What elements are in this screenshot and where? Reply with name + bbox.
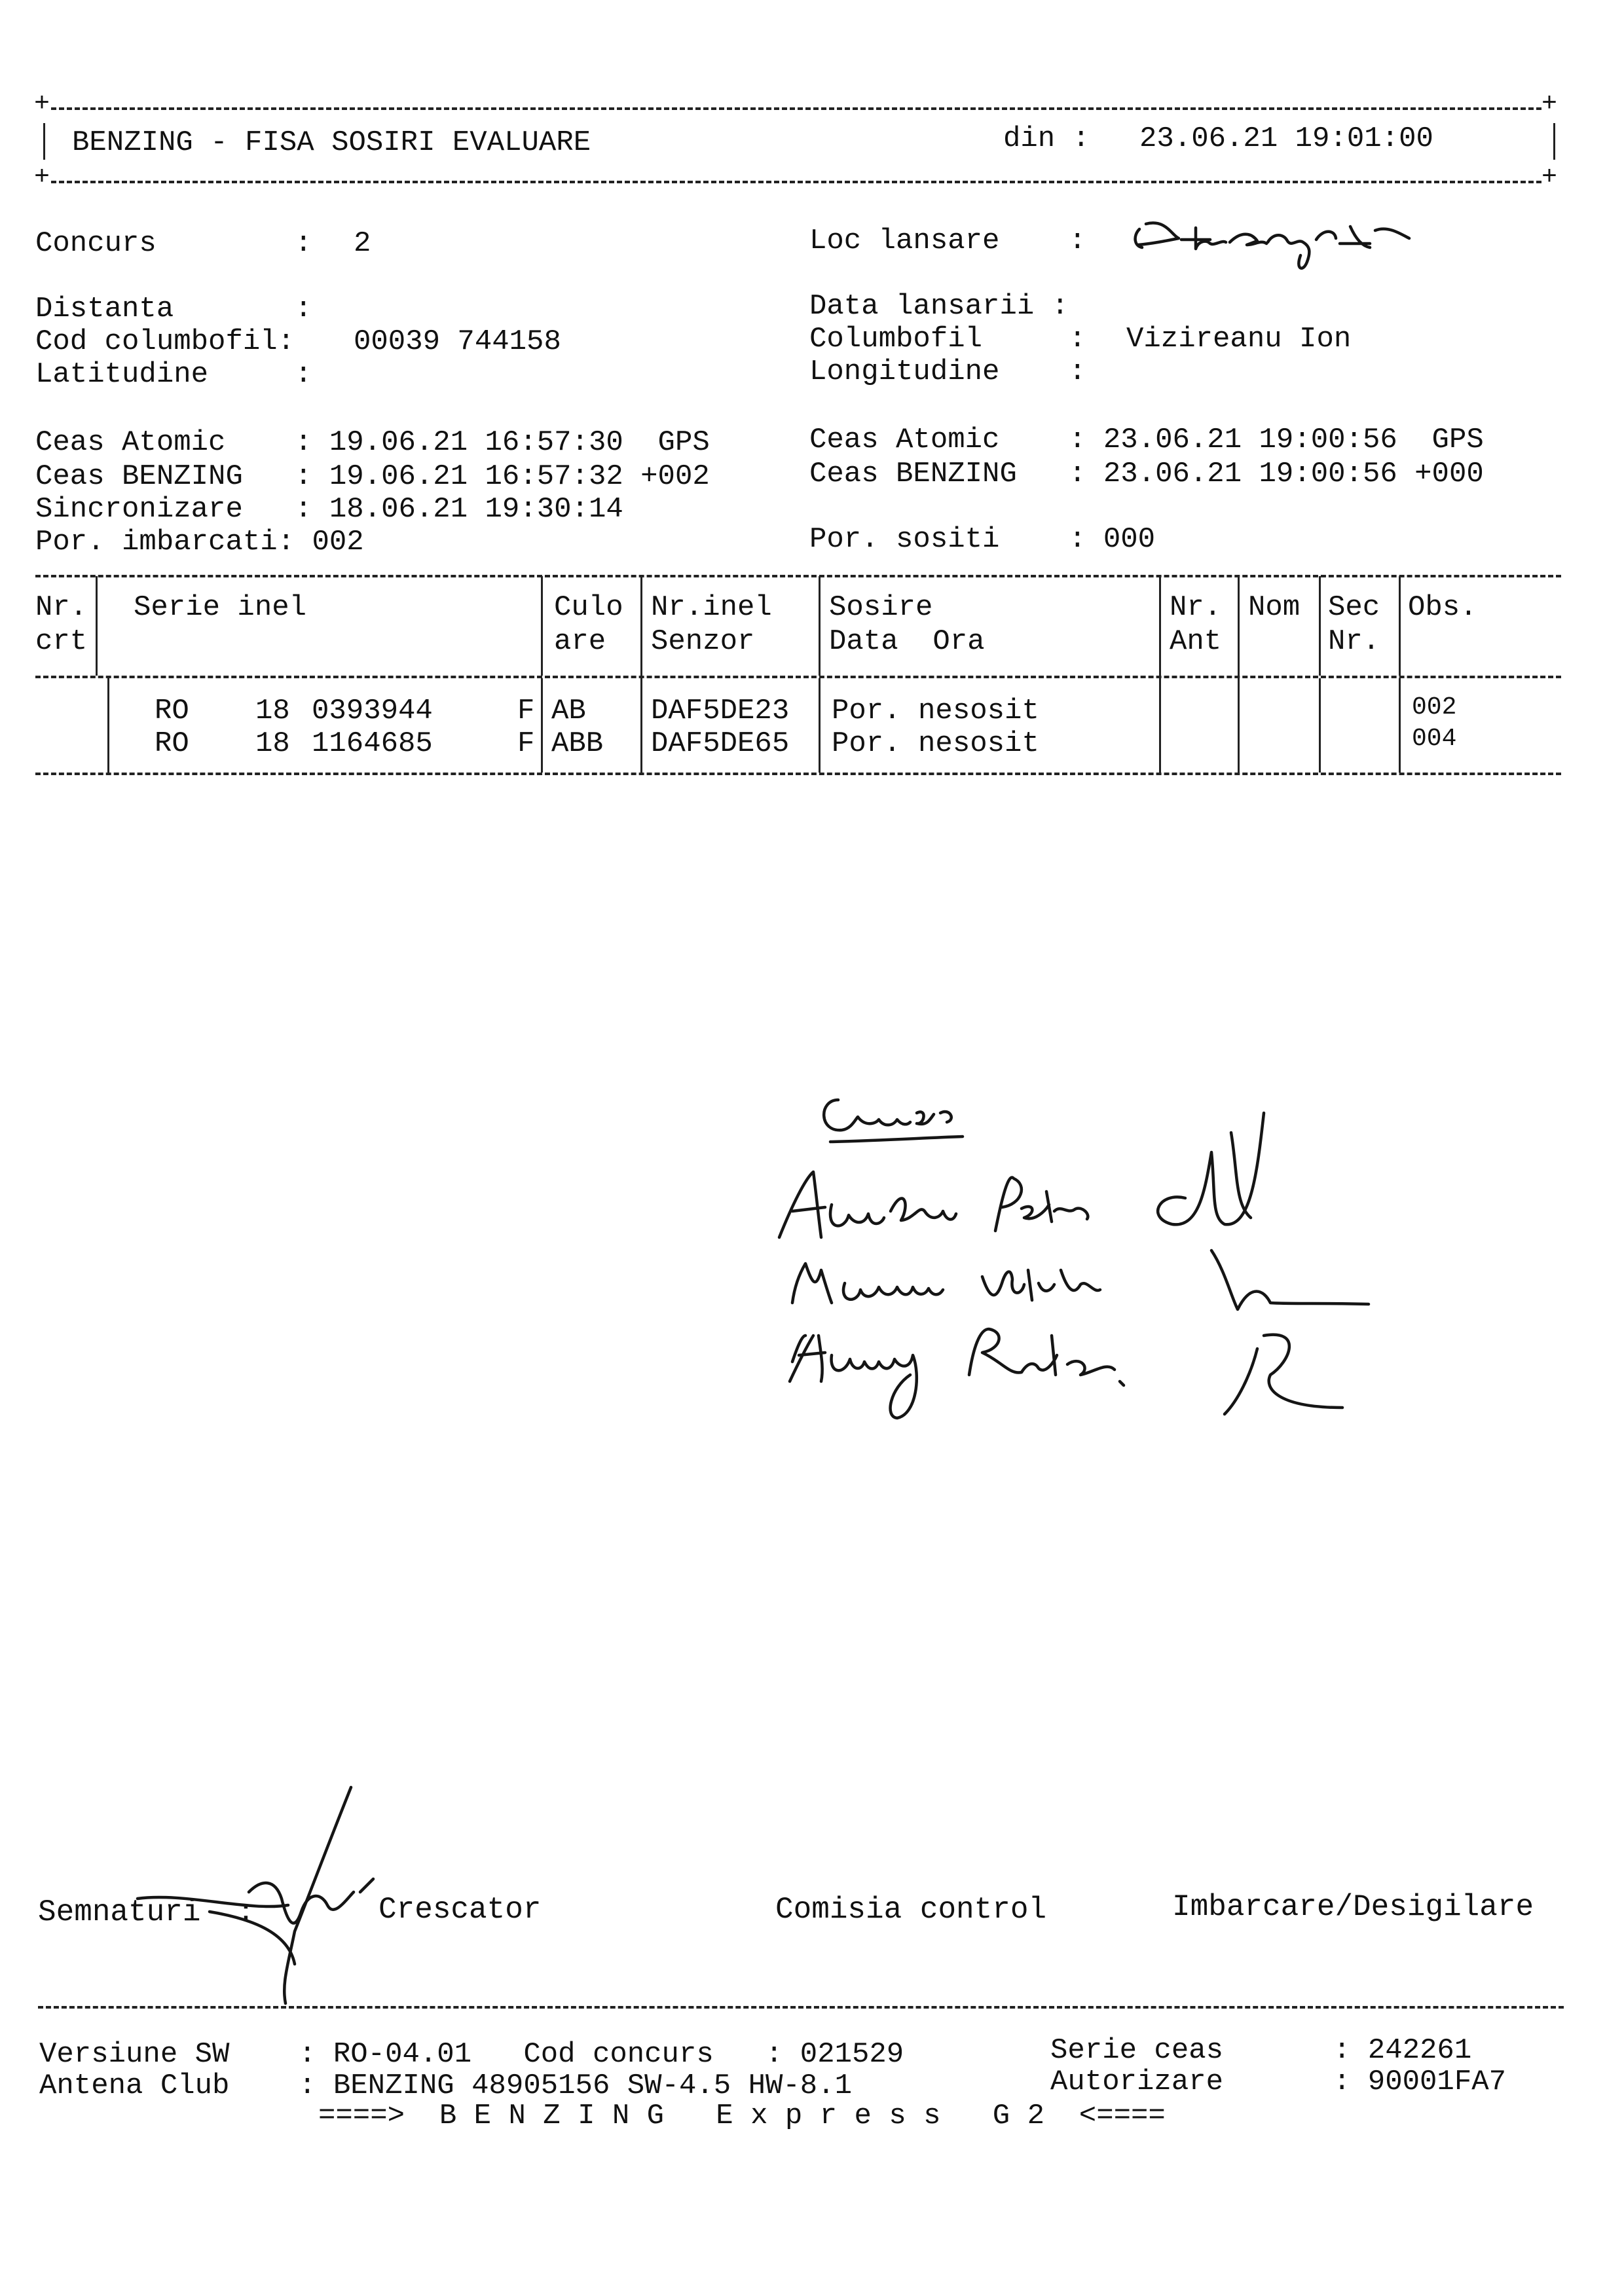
row-sensor: DAF5DE65: [651, 727, 790, 760]
col-sep: [819, 576, 821, 676]
header-nr: Nr.: [35, 591, 88, 624]
footer-border: [38, 2006, 1564, 2009]
header-obs: Obs.: [1408, 591, 1477, 624]
col-sep: [1159, 576, 1161, 676]
col-sep: [96, 576, 98, 676]
autorizare-label: Autorizare: [1050, 2066, 1224, 2098]
ceas-atomic-start: Ceas Atomic : 19.06.21 16:57:30 GPS: [35, 426, 710, 459]
row-year: 18: [255, 695, 290, 727]
antena-club: Antena Club : BENZING 48905156 SW-4.5 HW-8.1: [39, 2069, 853, 2102]
row-sensor: DAF5DE23: [651, 695, 790, 727]
ceas-benzing-start: Ceas BENZING : 19.06.21 16:57:32 +002: [35, 460, 710, 493]
header-nr-ant: Nr.: [1170, 591, 1222, 624]
table-header-border: [35, 676, 1561, 678]
col-sep: [1319, 576, 1321, 676]
brand-line: ====> B E N Z I N G E x p r e s s G 2 <====: [318, 2100, 1166, 2132]
corner-mark: +: [34, 163, 50, 192]
row-obs: 002: [1412, 693, 1457, 721]
col-sep: [1238, 576, 1240, 676]
row-color: ABB: [551, 727, 604, 760]
autorizare-value: : 90001FA7: [1333, 2066, 1507, 2098]
top-border: [51, 107, 1541, 110]
col-sep: [541, 576, 543, 676]
corner-mark: +: [1541, 90, 1558, 119]
sincronizare: Sincronizare : 18.06.21 19:30:14: [35, 493, 623, 526]
columbofil-value: Vizireanu Ion: [1126, 323, 1352, 355]
commission-handwriting: [753, 1074, 1395, 1440]
loc-lansare-handwriting: [1126, 210, 1428, 282]
longitudine-label: Longitudine :: [809, 355, 1086, 388]
header-nom: Nom: [1248, 591, 1301, 624]
loc-lansare-label: Loc lansare :: [809, 225, 1086, 257]
serie-ceas-label: Serie ceas: [1050, 2034, 1224, 2067]
header-are: are: [554, 625, 606, 658]
crescator-signature: [131, 1768, 406, 2016]
header-sec-nr: Nr.: [1328, 625, 1380, 658]
imbarcare-desigilare-label: Imbarcare/Desigilare: [1172, 1890, 1534, 1924]
row-country: RO: [155, 695, 189, 727]
distanta-label: Distanta :: [35, 293, 312, 325]
col-sep: [1319, 678, 1321, 773]
data-lansarii-label: Data lansarii :: [809, 290, 1069, 323]
col-sep: [107, 678, 109, 773]
row-arrival: Por. nesosit: [832, 727, 1039, 760]
header-crt: crt: [35, 625, 88, 658]
por-sositi: Por. sositi : 000: [809, 523, 1156, 556]
row-ring-number: 0393944: [312, 695, 433, 727]
concurs-label: Concurs :: [35, 227, 312, 260]
col-sep: [640, 678, 642, 773]
col-sep: [1399, 678, 1401, 773]
col-sep: [1399, 576, 1401, 676]
semnaturi-label: Semnaturi :: [38, 1895, 255, 1929]
header-sec: Sec: [1328, 591, 1380, 624]
header-nr-inel: Nr.inel: [651, 591, 772, 624]
versiune-sw: Versiune SW : RO-04.01 Cod concurs : 021529: [39, 2038, 904, 2071]
row-sex: F: [517, 727, 535, 760]
columbofil-label: Columbofil :: [809, 323, 1086, 355]
serie-ceas-value: : 242261: [1333, 2034, 1472, 2067]
header-ant: Ant: [1170, 625, 1222, 658]
row-country: RO: [155, 727, 189, 760]
ceas-benzing-end: Ceas BENZING : 23.06.21 19:00:56 +000: [809, 458, 1484, 490]
header-senzor: Senzor: [651, 625, 755, 658]
bottom-border: [51, 181, 1541, 183]
concurs-value: 2: [354, 227, 371, 260]
col-sep: [541, 678, 543, 773]
col-sep: [640, 576, 642, 676]
col-sep: [819, 678, 821, 773]
crescator-label: Crescator: [378, 1893, 542, 1927]
right-border: [1553, 123, 1555, 160]
cod-columbofil-value: 00039 744158: [354, 325, 561, 358]
header-serie-inel: Serie inel: [134, 591, 307, 624]
header-culo: Culo: [554, 591, 623, 624]
row-arrival: Por. nesosit: [832, 695, 1039, 727]
por-imbarcati: Por. imbarcati: 002: [35, 526, 364, 558]
row-ring-number: 1164685: [312, 727, 433, 760]
latitudine-label: Latitudine :: [35, 358, 312, 391]
document-title: BENZING - FISA SOSIRI EVALUARE: [72, 126, 591, 159]
table-top-border: [35, 575, 1561, 577]
corner-mark: +: [34, 90, 50, 119]
left-border: [43, 123, 45, 160]
comisia-control-label: Comisia control: [775, 1893, 1047, 1927]
row-color: AB: [551, 695, 586, 727]
row-obs: 004: [1412, 725, 1457, 753]
row-sex: F: [517, 695, 535, 727]
header-data-ora: Data Ora: [829, 625, 985, 658]
cod-columbofil-label: Cod columbofil:: [35, 325, 295, 358]
row-year: 18: [255, 727, 290, 760]
col-sep: [1238, 678, 1240, 773]
document-date: 23.06.21 19:01:00: [1139, 122, 1433, 155]
corner-mark: +: [1541, 163, 1558, 192]
table-bottom-border: [35, 773, 1561, 775]
ceas-atomic-end: Ceas Atomic : 23.06.21 19:00:56 GPS: [809, 424, 1484, 456]
header-sosire: Sosire: [829, 591, 933, 624]
document-date-label: din :: [1003, 122, 1090, 155]
col-sep: [1159, 678, 1161, 773]
